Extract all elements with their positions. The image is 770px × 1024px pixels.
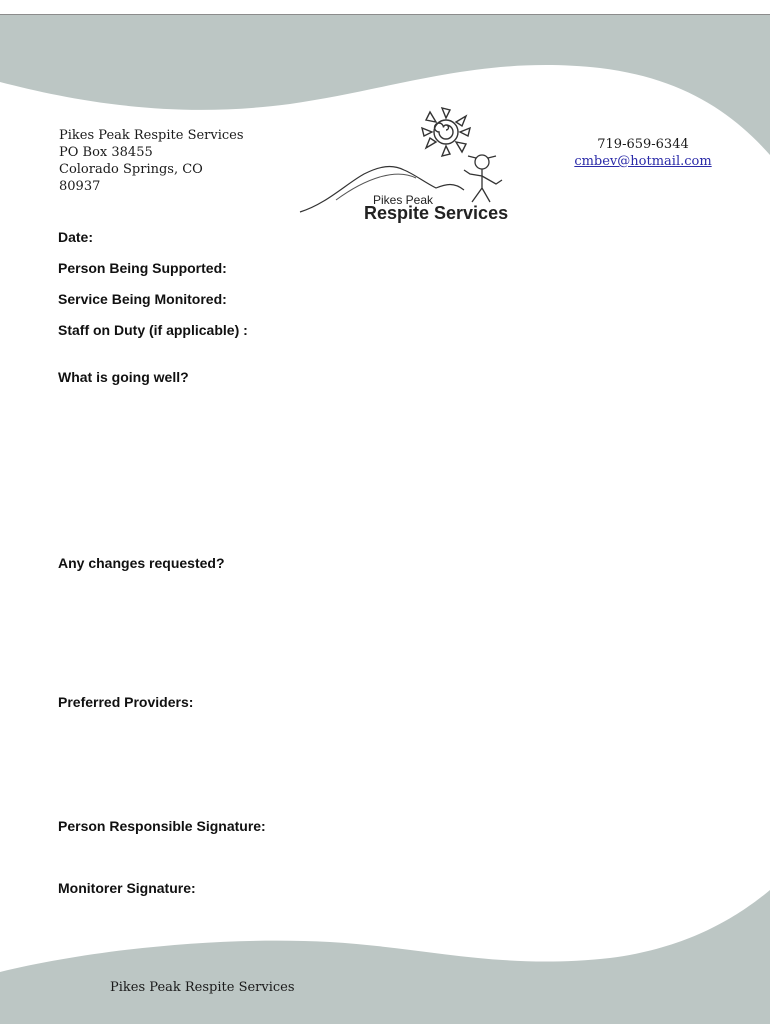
footer-company-name: Pikes Peak Respite Services bbox=[110, 980, 295, 995]
phone-number: 719-659-6344 bbox=[597, 137, 689, 152]
going-well-label: What is going well? bbox=[58, 369, 189, 385]
sender-address bbox=[59, 127, 244, 195]
address-line-2: PO Box 38455 bbox=[59, 145, 153, 160]
sun-icon bbox=[422, 108, 470, 156]
email-link[interactable]: cmbev@hotmail.com bbox=[574, 154, 712, 169]
address-line-4: 80937 bbox=[59, 179, 101, 194]
girl-icon bbox=[464, 155, 502, 202]
responsible-signature-label: Person Responsible Signature: bbox=[58, 818, 266, 834]
date-label: Date: bbox=[58, 229, 94, 245]
logo-text-top: Pikes Peak bbox=[373, 193, 434, 207]
address-line-3: Colorado Springs, CO bbox=[59, 162, 203, 177]
preferred-providers-label: Preferred Providers: bbox=[58, 694, 194, 710]
monitorer-signature-label: Monitorer Signature: bbox=[58, 880, 196, 896]
logo-text-bottom: Respite Services bbox=[364, 203, 509, 223]
person-supported-label: Person Being Supported: bbox=[58, 260, 227, 276]
service-monitored-label: Service Being Monitored: bbox=[58, 291, 227, 307]
changes-requested-label: Any changes requested? bbox=[58, 555, 225, 571]
contact-info bbox=[560, 136, 726, 170]
address-line-1: Pikes Peak Respite Services bbox=[59, 128, 244, 143]
staff-on-duty-label: Staff on Duty (if applicable) : bbox=[58, 322, 248, 338]
